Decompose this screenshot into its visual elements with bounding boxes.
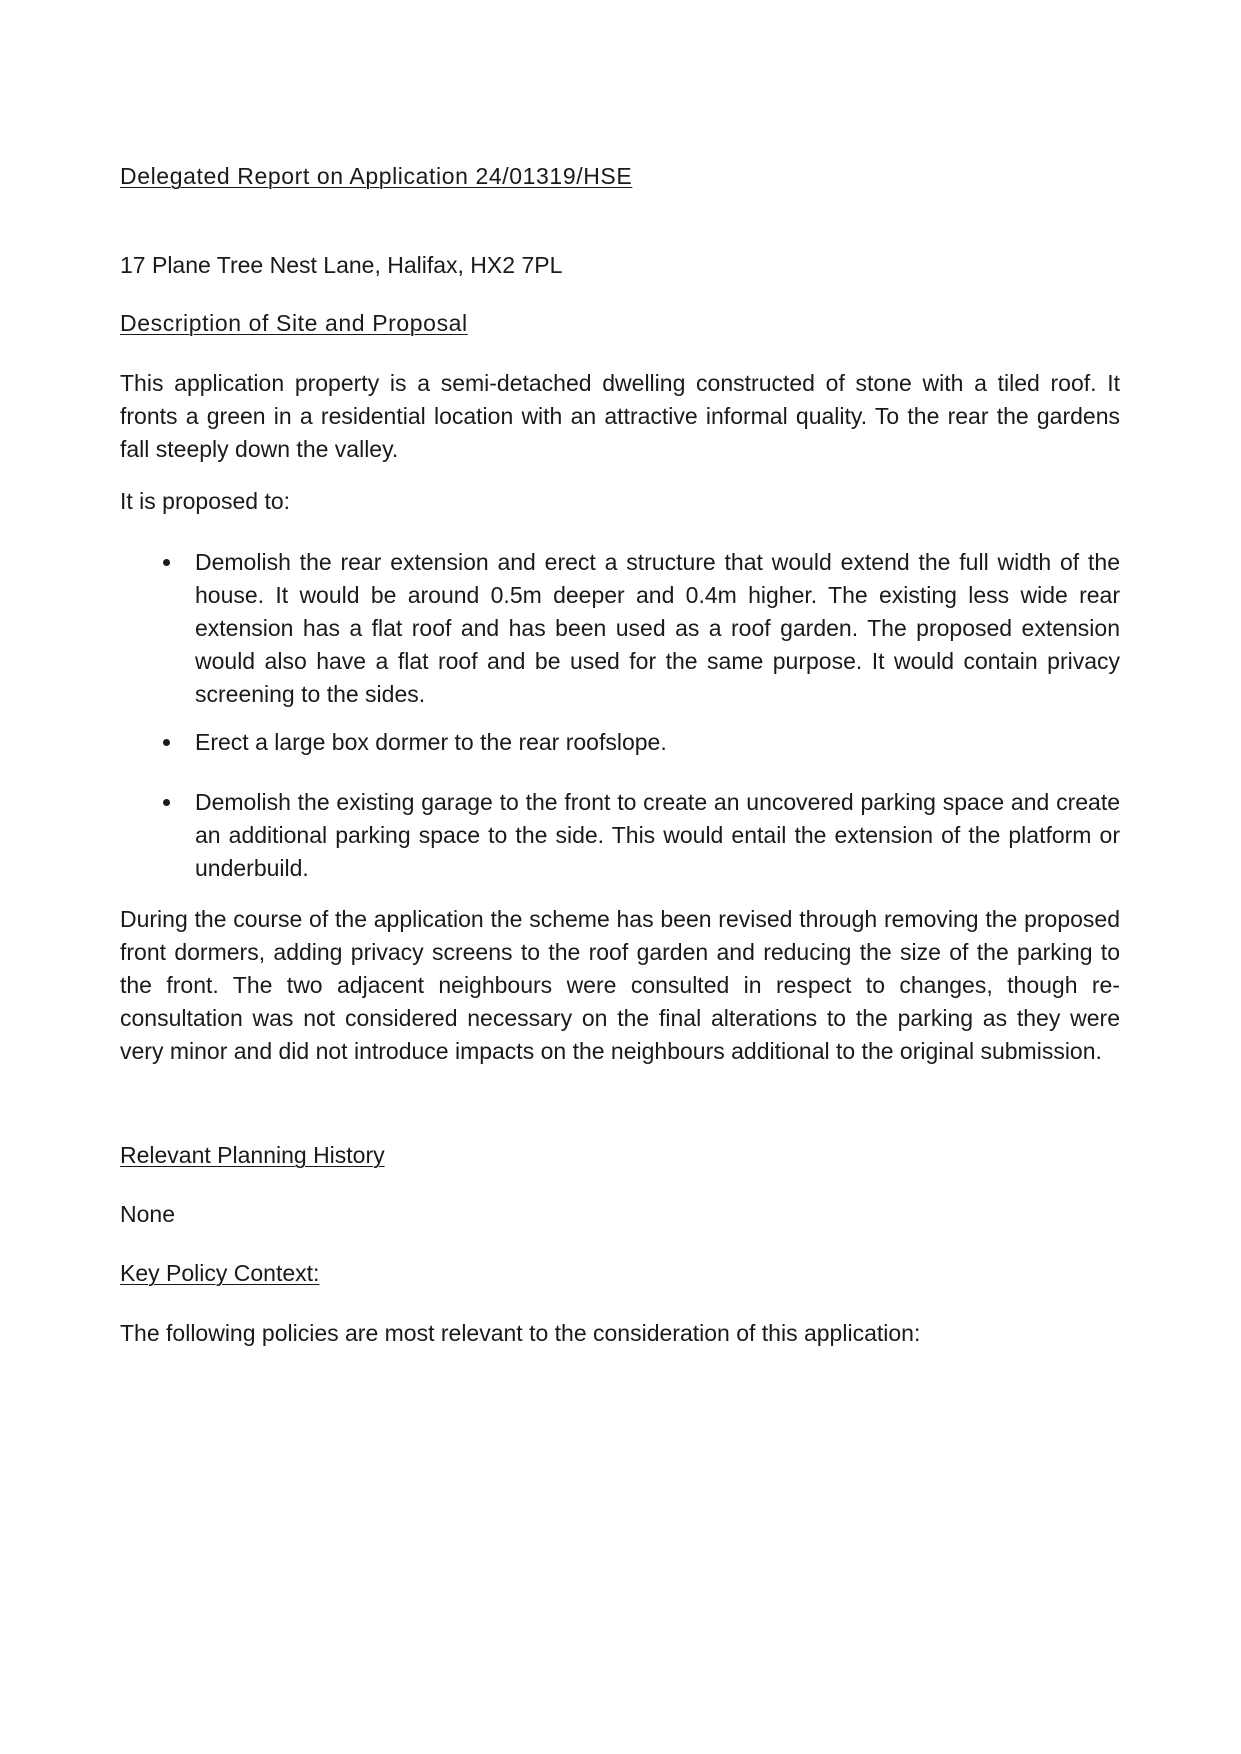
list-item-text: Erect a large box dormer to the rear roofslope.	[195, 729, 667, 755]
report-title: Delegated Report on Application 24/01319/HSE	[120, 163, 633, 189]
bullet-icon	[163, 799, 170, 806]
bullet-icon	[163, 739, 170, 746]
section-heading-site-proposal: Description of Site and Proposal	[120, 310, 468, 336]
planning-history-value: None	[120, 1201, 175, 1227]
proposal-intro: It is proposed to:	[120, 488, 291, 514]
site-description-paragraph: This application property is a semi-detached dwelling constructed of stone with a tiled roof. It fronts a green in a residential location with an attractive informal quality. To the rear the gardens fall steeply down the valley.	[120, 370, 1120, 462]
list-item-text: Demolish the rear extension and erect a structure that would extend the full width of the house. It would be around 0.5m deeper and 0.4m higher. The existing less wide rear extension has a flat roof and has been used as a roof garden. The proposed extension would also have a flat roof and be used for the same purpose. It would contain privacy screening to the sides.	[195, 549, 1120, 707]
bullet-icon	[163, 559, 170, 566]
site-address: 17 Plane Tree Nest Lane, Halifax, HX2 7PL	[120, 252, 563, 278]
section-heading-policy-context: Key Policy Context:	[120, 1260, 320, 1286]
policy-context-intro: The following policies are most relevant to the consideration of this application:	[120, 1320, 921, 1346]
list-item-text: Demolish the existing garage to the front to create an uncovered parking space and create an additional parking space to the side. This would entail the extension of the platform or underbuild.	[195, 789, 1120, 881]
section-heading-planning-history: Relevant Planning History	[120, 1142, 385, 1168]
revision-paragraph: During the course of the application the scheme has been revised through removing the proposed front dormers, adding privacy screens to the roof garden and reducing the size of the parking to the front. The two adjacent neighbours were consulted in respect to changes, though re-consultation was not considered necessary on the final alterations to the parking as they were very minor and did not introduce impacts on the neighbours additional to the original submission.	[120, 906, 1120, 1064]
